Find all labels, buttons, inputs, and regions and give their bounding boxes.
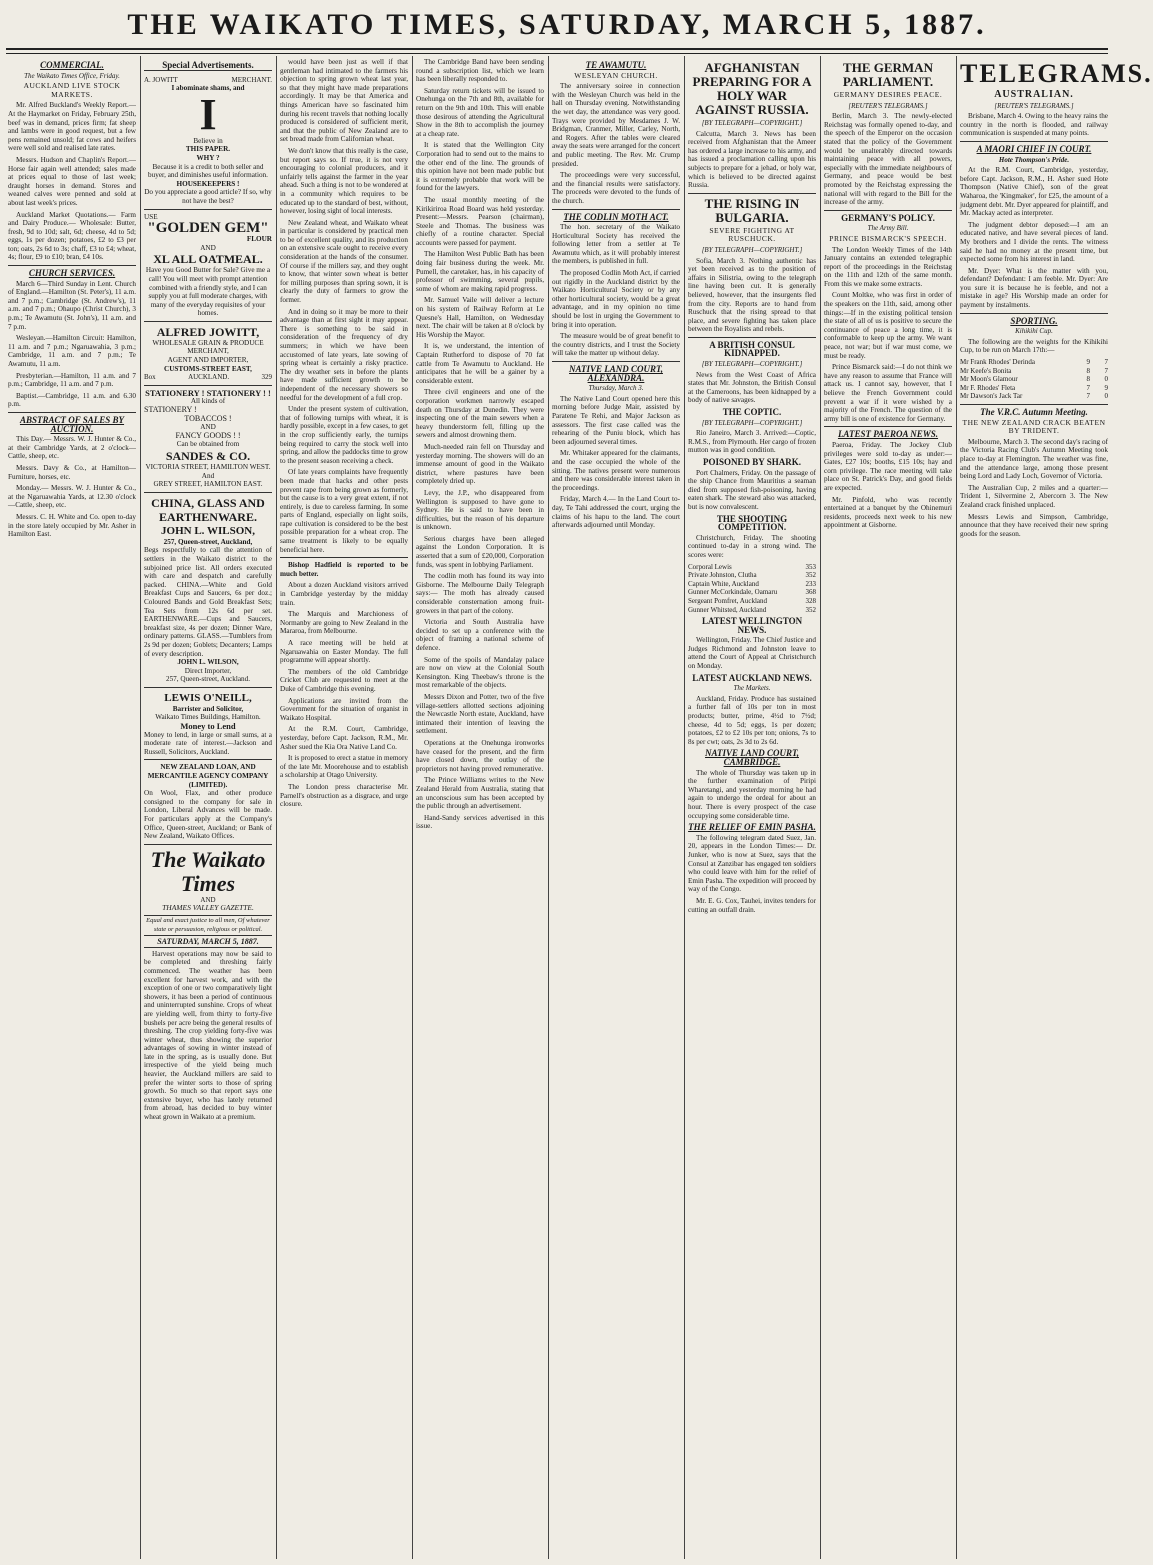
article-paragraph: The proposed Codlin Moth Act, if carried out rigidly in the Auckland district by the Waikato Horticultural Society or by any other horticultural society, would be a great advantage, and in my opinion no time should be lost in urging the Government to bring it into operation. — [552, 269, 680, 329]
article-paragraph: Berlin, March 3. The newly-elected Reichstag was formally opened to-day, and the speech of the Emperor on the occasion stated that the policy of the Government would be unalterably directed towards maintaining peace with all powers, especially with the immediate neighbours of Germany, and peace would be best promoted by the Reichstag expressing the national will with regard to the Bill for the increase of the army. — [824, 112, 952, 207]
ad-big-letter: I — [199, 89, 217, 139]
commercial-dateline: The Waikato Times Office, Friday. — [24, 71, 120, 80]
article-paragraph: The Australian Cup, 2 miles and a quarter:—Trident 1, Silvermine 2, Abercorn 3. The New Zealand crack finished unplaced. — [960, 483, 1108, 509]
horse-name: Mr Frank Rhodes' Derinda — [960, 358, 1035, 367]
ad-box: Box — [144, 373, 156, 382]
ad-line: Direct Importer, — [184, 666, 232, 675]
ad-body: Because it is a credit to both seller and buyer, and diminishes useful information. — [148, 162, 268, 180]
news-item: It is stated that the Wellington City Corporation had to send out to the mains to the other end of the line. The grounds of this opinion have not been made public but it is extremely probable that work will be found for the lawyers. — [416, 141, 544, 193]
news-item: The Hamilton West Public Bath has been doing fair business during the week. Mr. Pumell, the caretaker, has, in his capacity of professor of swimming, several pupils, some of whom are making rapid progress. — [416, 250, 544, 293]
ad-firm: SANDES & CO. — [165, 449, 251, 463]
news-item: It is proposed to erect a statue in memory of the late Mr. Moorehouse and to establish a scholarship at Otago University. — [280, 754, 408, 780]
section-rule — [280, 557, 408, 558]
article-paragraph: Presbyterian.—Hamilton, 11 a.m. and 7 p.m.; Cambridge, 11 a.m. and 7 p.m. — [8, 371, 136, 389]
news-item: Hand-Sandy services advertised in this issue. — [416, 813, 544, 831]
byline: [BY TELEGRAPH—COPYRIGHT.] — [701, 418, 803, 427]
article-paragraph: Sofia, March 3. Nothing authentic has yet been received as to the position of affairs in Silistria, owing to the telegraph line having been cut. It is generally believed, however, that the insurgents fled from the city. Reports are to hand from Ruschuck that the rising spread to that place, and severe fighting has taken place between the Royalists and rebels. — [688, 256, 816, 334]
section-rule — [552, 209, 680, 210]
australian-subheading: AUSTRALIAN. — [994, 89, 1074, 100]
bismarck-subheading: PRINCE BISMARCK'S SPEECH. — [829, 233, 947, 243]
bulgaria-heading: THE RISING IN BULGARIA. — [704, 195, 800, 225]
weight-st: 8 — [1086, 366, 1090, 375]
ad-brand: "GOLDEN GEM" — [147, 220, 269, 237]
germany-policy-heading: GERMANY'S POLICY. — [841, 212, 935, 223]
leader-paragraph: Harvest operations may now be said to be completed and threshing fairly commenced. The weather has been excellent for harvest work, and with the exception of one or two comparatively light showers, it has been a period of continuous and uninterrupted sunshine. Crops of wheat are yielding well, from thirty to forty-five bushels per acre being the general results of threshing. The crop yielding forty-five was winter wheat, thus showing the superior advantages of sowing in winter instead of late in the spring, as is usually done. But irrespective of the yield being much heavier, the Auckland millers are said to prefer the winter sorts to those of spring growth. So much so that report says one extensive buyer, who has lately returned from abroad, has decided to buy winter wheat grown in Waikato at a premium. — [144, 949, 272, 1122]
church-services-heading: CHURCH SERVICES. — [28, 268, 116, 279]
news-item: The Cambridge Band have been sending round a subscription list, which we learn has been liberally responded to. — [416, 58, 544, 84]
ad-line: JOHN L. WILSON, — [177, 658, 239, 667]
article-paragraph: New Zealand wheat, and Waikato wheat in particular is considered by practical men to be of excellent quality, and its production on an extensive scale ought to receive every consideration at the hands of the consumer. Of course if the millers say, and they ought to know, that winter sown wheat is better for milling purposes than spring sown, it is clearly the duty of farmers to grow the former. — [280, 218, 408, 305]
army-bill-subheading: The Army Bill. — [867, 224, 909, 233]
table-row — [688, 597, 816, 606]
news-item: About a dozen Auckland visitors arrived in Cambridge yesterday by the midday train. — [280, 581, 408, 607]
ad-line: HOUSEKEEPERS ! — [176, 179, 240, 188]
weight-st: 9 — [1086, 358, 1090, 367]
news-item: The Prince Williams writes to the New Zealand Herald from Australia, stating that an unconscious sum has been accepted by the public through an advertisement. — [416, 776, 544, 811]
ad-line: AND — [200, 423, 216, 432]
column-divider — [140, 56, 141, 1559]
shooter-name: Corporal Lewis — [688, 562, 732, 571]
column-telegrams — [960, 58, 1153, 1558]
article-paragraph: Mr. Alfred Buckland's Weekly Report.— At the Haymarket on Friday, February 25th, beef was in demand, prices firm; fat sheep and lambs were in good request, but a few pens remained unsold; fat cows and heifers were well sold and realised late rates. — [8, 101, 136, 153]
special-ads-heading: Special Advertisements. — [144, 61, 272, 71]
news-item: The usual monthly meeting of the Kirikiriroa Road Board was held yesterday. Present:—Messrs. Pearson (chairman), Steele and Thomas. The business was chiefly of a routine character. Special accounts were passed for payment. — [416, 195, 544, 247]
byline: [BY TELEGRAPH—COPYRIGHT.] — [701, 119, 803, 127]
ad-line: GREY STREET, HAMILTON EAST. — [153, 480, 263, 489]
article-paragraph: Messrs. C. H. White and Co. open to-day in the store lately occupied by Mr. Asher in Hamilton East. — [8, 512, 136, 539]
news-item: It is, we understand, the intention of Captain Rutherford to dispose of 70 fat cattle from Te Awamutu to Auckland. He anticipates that he will be a gainer by a considerable extent. — [416, 342, 544, 385]
news-item: Mr. Samuel Vaile will deliver a lecture on his system of Railway Reform at Le Quesne's Hall, Hamilton, on Wednesday next. The chair will be taken at 8 o'clock by His Worship the Mayor. — [416, 296, 544, 339]
golden-gem-advert — [144, 210, 272, 322]
ad-line: Waikato Times Buildings, Hamilton. — [155, 713, 261, 722]
section-rule — [8, 412, 136, 413]
shooter-name: Gunner McCorkindale, Oamaru — [688, 588, 778, 597]
ad-heading: EARTHENWARE. — [159, 509, 257, 524]
news-item: Levy, the J.P., who disappeared from Wellington is supposed to have gone to Sydney. He is said to have been in difficulties, but the reason of his departure is unknown. — [416, 488, 544, 532]
ad-line: STATIONERY ! STATIONERY ! ! — [145, 387, 271, 398]
shooter-name: Gunner Whitsted, Auckland — [688, 605, 767, 614]
article-paragraph: The following telegram dated Suez, Jan. 20, appears in the London Times:— Dr. Junker, who is now at Suez, says that the Consul at Zanzibar has engaged ten soldiers who could leave with him for the relief of Emin Pasha. The expedition will proceed by way of the Congo. — [688, 833, 816, 894]
column-local-news — [416, 58, 544, 1558]
ad-line: AND — [200, 243, 216, 252]
ad-body: Money to lend, in large or small sums, at a moderate rate of interest.—Jackson and Russell, Solicitors, Auckland. — [144, 730, 272, 756]
shooter-name: Sergeant Pomfret, Auckland — [688, 596, 767, 605]
news-item: Three civil engineers and one of the corporation workmen narrowly escaped death on Thursday at Dunedin. They were inspecting one of the main sewers when a heavy thunderstorm fell, filling up the sewers and almost drowning them. — [416, 388, 544, 440]
paeroa-heading: LATEST PAEROA NEWS. — [837, 429, 939, 440]
article-paragraph: Mr. Whitaker appeared for the claimants, and the case occupied the whole of the sitting. The natives present were numerous and there was considerable interest taken in the proceedings. — [552, 449, 680, 492]
ad-line: Can be obtained from — [176, 440, 240, 449]
sandes-advert — [144, 386, 272, 493]
ad-name: ALFRED JOWITT, — [156, 324, 260, 339]
ad-body: Have you Good Butter for Sale? Give me a call! You will meet with prompt attention combined with a friendly style, and I can supply you at full moderate charges, with many of the everyday requisites of your homes. — [145, 266, 271, 318]
table-row — [688, 580, 816, 589]
column-divider — [956, 56, 957, 1559]
column-divider — [276, 56, 277, 1559]
article-paragraph: Wellington, Friday. The Chief Justice and Judges Richmond and Johnston leave to attend the Court of Appeal at Christchurch on Monday. — [688, 636, 816, 671]
article-paragraph: Auckland Market Quotations.— Farm and Dairy Produce.— Wholesale: Butter, fresh, 9d to 10d; salt, 6d; cheese, 4d to 5d; eggs, 1s per dozen; potatoes, £2 to £3 per ton; oats, 2s 6d to 3s; chaff, £3 to £4; wheat, 4s; flour, £9 to £10; bran, £4 10s. — [8, 210, 136, 262]
kihikihi-subheading: Kihikihi Cup. — [1015, 327, 1053, 336]
article-paragraph: At the R.M. Court, Cambridge, yesterday, before Capt. Jackson, R.M., H. Asher sued Hote Thompson (Native Chief), son of the great Waharoa, the 'Kingmaker', for £25, the amount of a judgment debt. Mr. Dyer appeared for plaintiff, and Mr. Mackay acted as interpreter. — [960, 166, 1108, 218]
column-divider — [684, 56, 685, 1559]
article-paragraph: Messrs Lewis and Simpson, Cambridge, announce that they have received their new spring goods for the season. — [960, 512, 1108, 538]
section-rule — [960, 313, 1108, 314]
maori-chief-heading: A MAORI CHIEF IN COURT. — [976, 143, 1092, 154]
news-item: Much-needed rain fell on Thursday and yesterday morning. The showers will do an immense amount of good in the Waikato district, where pastures have been completely dried up. — [416, 442, 544, 486]
native-court-heading: NATIVE LAND COURT, ALEXANDRA. — [569, 364, 663, 383]
shooter-score: 353 — [805, 562, 816, 571]
ad-line: I abominate shams, and — [171, 84, 245, 93]
alfred-jowitt-advert — [144, 322, 272, 386]
shooter-score: 352 — [805, 605, 816, 614]
article-paragraph: Of late years complaints have frequently been made that hacks and other pests prevent rape from being grown as formerly, but the cause is to a very great extent, if not entirely, is due to careless farming. In some parts of England, especially on light soils, rape cultivation is considered to be the best possible preparation for a wheat crop. The same treatment is likely to be equally beneficial here. — [280, 468, 408, 554]
nameplate-and: AND — [200, 895, 216, 904]
article-paragraph: Messrs. Hudson and Chaplin's Report.— Horse fair again well attended; sales made at prices equal to those of last week; draught horses in demand. Stores and weaned calves were penned and sold at about last week's prices. — [8, 155, 136, 207]
article-paragraph: Wesleyan.—Hamilton Circuit: Hamilton, 11 a.m. and 7 p.m.; Ngaruawahia, 3 p.m.; Cambridge, 11 a.m. and 7 p.m.; Te Awamutu, 11 a.m. — [8, 334, 136, 368]
news-item: A race meeting will be held at Ngaruawahia on Easter Monday. The full programme will appear shortly. — [280, 639, 408, 665]
shooter-score: 328 — [805, 596, 816, 605]
ad-firm: A. JOWITT — [144, 75, 178, 84]
sales-heading: ABSTRACT OF SALES BY AUCTION. — [19, 414, 125, 434]
german-parliament-heading: THE GERMAN PARLIAMENT. — [842, 60, 934, 89]
article-paragraph: The measure would be of great benefit to the country districts, and I trust the Society will take the matter up without delay. — [552, 332, 680, 358]
maori-chief-subheading: Hote Thompson's Pride. — [998, 155, 1070, 164]
court-date: Thursday, March 3. — [588, 384, 644, 393]
column-divider — [548, 56, 549, 1559]
consul-heading: A BRITISH CONSUL KIDNAPPED. — [709, 339, 795, 359]
news-item: Victoria and South Australia have decided to set up a conference with the object of framing a national scheme of defence. — [416, 618, 544, 652]
ad-line: WHOLESALE GRAIN & PRODUCE MERCHANT, — [152, 338, 264, 356]
table-row — [960, 367, 1108, 376]
article-paragraph: Friday, March 4.— In the Land Court to-day, Te Tahi addressed the court, urging the claims of his hapu to the land. The court afterwards adjourned until Monday. — [552, 495, 680, 530]
column-te-awamutu — [552, 58, 680, 1558]
news-item: The members of the old Cambridge Cricket Club are requested to meet at the Duke of Cambridge this evening. — [280, 667, 408, 693]
article-paragraph: Melbourne, March 3. The second day's racing of the Victoria Racing Club's Autumn Meeting took place to-day at Flemington. The weather was fine, and the attendance large, among those present being Lord and Lady Loch, Governor of Victoria. — [960, 437, 1108, 481]
ad-line: 257, Queen-street, Auckland, — [163, 537, 253, 546]
article-paragraph: The judgment debtor deposed:—I am an educated native, and have several pieces of land. My brothers and I divide the rents. The witness said he had no money at the present time, but expected some from his interest in land. — [960, 220, 1108, 264]
ad-use: USE — [144, 212, 158, 221]
horse-name: Mr F. Rhodes' Fleta — [960, 383, 1016, 392]
table-row — [688, 563, 816, 572]
masthead: THE WAIKATO TIMES, SATURDAY, MARCH 5, 1887. — [127, 8, 987, 41]
article-paragraph: Count Moltke, who was first in order of the speakers on the 11th, said, among other things:—If in the existing political tension the state of all of us is positive to secure the continuance of peace a long time, it is conformable to keep up the army. We want peace, not war; but if war must come, we must be ready. — [824, 291, 952, 360]
column-commercial — [8, 58, 136, 1558]
ad-city: AUCKLAND. — [188, 373, 230, 382]
news-item: Operations at the Onehunga ironworks have ceased for the present, and the firm have closed down, the outlay of the proprietors not having proved remunerative. — [416, 738, 544, 773]
news-item: Applications are invited from the Government for the situation of organist in Waikato Hospital. — [280, 696, 408, 722]
masthead-rule-thin — [6, 53, 1108, 54]
weight-st: 8 — [1086, 375, 1090, 384]
table-row — [960, 392, 1108, 401]
article-paragraph: Brisbane, March 4. Owing to the heavy rains the country in the north is flooded, and railway communication is suspended at many points. — [960, 112, 1108, 138]
ad-number: 329 — [261, 373, 272, 382]
ad-line: Barrister and Solicitor, — [172, 704, 244, 713]
article-paragraph: Mr. E. G. Cox, Tauhei, invites tenders for cutting an outfall drain. — [688, 896, 816, 914]
table-row — [960, 384, 1108, 393]
ad-line: FANCY GOODS ! ! — [175, 430, 241, 440]
motto: Equal and exact justice to all men, Of whatever state or persuasion, religious or political. — [144, 915, 272, 936]
news-item: The Marquis and Marchioness of Normanby are going to New Zealand in the Mararoa, from Melbourne. — [280, 610, 408, 636]
section-rule — [824, 210, 952, 211]
section-rule — [8, 265, 136, 266]
weight-st: 7 — [1086, 392, 1090, 401]
weights-table — [960, 358, 1108, 401]
nameplate: The Waikato Times — [150, 846, 266, 896]
ad-line: All kinds of — [190, 397, 226, 406]
bulgaria-subheading: SEVERE FIGHTING AT RUSCHUCK. — [709, 225, 795, 244]
article-paragraph: Christchurch, Friday. The shooting continued to-day in a strong wind. The scores were: — [688, 533, 816, 559]
ad-body: On Wool, Flax, and other produce consigned to the company for sale in London, Liberal Advances will be made. For particulars apply at the Company's Office, Queen-street, Auckland; or Bank of New Zealand, Waikato Offices. — [144, 789, 272, 841]
column-advertisements — [144, 58, 272, 1558]
byline: [BY TELEGRAPH—COPYRIGHT.] — [701, 245, 803, 254]
column-divider — [412, 56, 413, 1559]
codlin-act-heading: THE CODLIN MOTH ACT. — [563, 211, 669, 222]
place-heading: TE AWAMUTU. — [585, 60, 647, 70]
vrc-subheading: THE NEW ZEALAND CRACK BEATEN BY TRIDENT. — [962, 417, 1106, 436]
afghanistan-heading: AFGHANISTAN PREPARING FOR A HOLY WAR AGAINST RUSSIA. — [692, 60, 812, 117]
article-paragraph: Auckland, Friday. Produce has sustained a further fall of 10s per ton in most products; butter, prime, 4½d to 7½d; cheese, 4d to 5d; eggs, 1s per dozen; potatoes, £2 to £2 10s per ton; onions, 7s to 8s per cwt; oats, 2s 3d to 2s 6d. — [688, 694, 816, 746]
article-paragraph: The Native Land Court opened here this morning before Judge Mair, assisted by Paratene Te Rehi, and Major Jackson as assessors. The first case called was the rehearing of the Puniu block, which has been adjourned several times. — [552, 394, 680, 446]
ad-line: WHY ? — [196, 153, 220, 162]
ad-line: VICTORIA STREET, HAMILTON WEST. — [145, 463, 271, 471]
jowitt-advert — [144, 73, 272, 210]
oneill-advert — [144, 688, 272, 761]
byline: [REUTER'S TELEGRAMS.] — [994, 101, 1074, 110]
article-paragraph: The following are the weights for the Kihikihi Cup, to be run on March 17th:— — [960, 337, 1108, 355]
column-divider — [820, 56, 821, 1559]
ad-heading: Money to Lend — [180, 721, 236, 732]
article-paragraph: Paeroa, Friday. The Jockey Club privileges were sold to-day as under:—Gates, £27 10s; booths, £15 10s; hay and corn privilege. The race meeting will take place on St. Patrick's Day, and good fields are expected. — [824, 440, 952, 492]
article-paragraph: Mr. Pinfold, who was recently entertained at a banquet by the Ohinemuri residents, proceeds next week to his new appointment at Gisborne. — [824, 495, 952, 530]
news-item: Messrs Dixon and Potter, two of the five village-settlers allotted sections adjoining the Newcastle North estate, Auckland, have intimated their intention of leaving the settlement. — [416, 692, 544, 736]
ad-line: AGENT AND IMPORTER, — [167, 356, 249, 365]
news-item: Bishop Hadfield is reported to be much better. — [280, 561, 408, 578]
section-rule — [552, 361, 680, 362]
article-paragraph: Rio Janeiro, March 3. Arrived:—Coptic, R.M.S., from Plymouth. Her cargo of frozen mutton was in good condition. — [688, 429, 816, 455]
table-row — [960, 358, 1108, 367]
article-paragraph: The anniversary soiree in connection with the Wesleyan Church was held in the hall on Thursday evening. Notwithstanding the wet day, the attendance was very good. Trays were provided by Mesdames J. W. Bridgman, Cranmer, Miller, Carley, North, and Rogers. After the tables were cleared away the seats were arranged for the concert and public meeting. The Rev. Mr. Crump presided. — [552, 82, 680, 168]
article-paragraph: would have been just as well if that gentleman had intimated to the farmers his objection to spring grown wheat last year, so that they might have made preparations accordingly. It may be that America and things American have so fascinated him during his recent travels that nothing locally produced is considered of sufficient merit, and that the public of New Zealand are to set bread made from Californian wheat. — [280, 58, 408, 144]
article-paragraph: And in doing so it may be more to their advantage than at first sight it may appear. There is something to be said in consideration of the frequency of dry summers; in which we have been accustomed of late years, late sowing of spring wheat is certainly a risky practice. The dry weather sets in before the plants have made sufficient growth to be independent of the necessary showers so needful for the development of a full crop. — [280, 307, 408, 402]
ad-brand: XL ALL OATMEAL. — [153, 252, 263, 267]
article-paragraph: Messrs. Davy & Co., at Hamilton—Furniture, horses, etc. — [8, 463, 136, 481]
ad-line: Believe in — [193, 136, 223, 145]
shooting-heading: THE SHOOTING COMPETITION. — [716, 513, 788, 533]
weight-st: 7 — [1086, 383, 1090, 392]
ad-firm-title: MERCHANT. — [231, 75, 272, 84]
table-row — [688, 571, 816, 580]
article-paragraph: Port Chalmers, Friday. On the passage of the ship Chance from Mauritius a seaman died from supposed fish-poisoning, having eaten shark. The steward also was attacked, but is now convalescent. — [688, 468, 816, 511]
article-paragraph: The hon. secretary of the Waikato Horticultural Society has received the following letter from a settler at Te Awamutu which, as it will probably interest the members, is published in full. — [552, 223, 680, 266]
section-rule — [688, 193, 816, 194]
news-item: Serious charges have been alleged against the London Corporation. It is asserted that a sum of £20,000, Corporation funds, was spent in lobbying Parliament. — [416, 534, 544, 569]
shooting-scores-table — [688, 563, 816, 615]
nz-loan-advert — [144, 760, 272, 844]
section-rule — [688, 337, 816, 338]
news-item: The London press characterise Mr. Parnell's obstruction as a disgrace, and urge closure. — [280, 782, 408, 809]
ad-name: LEWIS O'NEILL, — [164, 691, 252, 704]
shooter-name: Private Johnston, Clutha — [688, 571, 757, 580]
article-paragraph: The whole of Thursday was taken up in the further examination of Piripi Wharetangi, and yesterday morning he had again to undergo the ordeal for about an hour. There is every prospect of the case occupying some considerable time. — [688, 768, 816, 820]
ad-line: 257, Queen-street, Auckland. — [165, 675, 251, 684]
ad-line: And — [201, 471, 215, 480]
article-paragraph: The London Weekly Times of the 14th January contains an extended telegraphic report of the proceedings in the Reichstag on the 11th and 12th of the same month. From this we make some extracts. — [824, 245, 952, 288]
wellington-heading: LATEST WELLINGTON NEWS. — [701, 616, 803, 635]
nameplate-block — [144, 845, 272, 948]
weight-lb: 9 — [1104, 383, 1108, 392]
shooter-score: 352 — [805, 571, 816, 580]
weight-lb: 0 — [1104, 375, 1108, 384]
commercial-heading: COMMERCIAL. — [40, 60, 104, 70]
horse-name: Mr Dawson's Jack Tar — [960, 392, 1023, 401]
weight-lb: 0 — [1104, 392, 1108, 401]
ad-body: Begs respectfully to call the attention of settlers in the Waikato district to the subjoined price list. All orders executed with care and despatch and carefully packed. CHINA.—White and Gold Breakfast Cups and Saucers, 6s per doz.; Coloured Bands and Gold Breakfast Sets; Tea Sets from 12s 6d per set. EARTHENWARE.—Cups and Saucers, breakfast size, 4s per dozen; Dinner Ware, ordinary patterns. GLASS.—Tumblers from 2s 9d per dozen; Goblets; Decanters; Lamps of every description. — [144, 546, 272, 658]
ad-name: JOHN L. WILSON, — [161, 524, 255, 537]
column-german-parliament — [824, 58, 952, 1558]
coptic-heading: THE COPTIC. — [722, 407, 782, 418]
ad-line: TOBACCOS ! — [184, 413, 232, 423]
sporting-heading: SPORTING. — [1010, 315, 1058, 326]
horse-name: Mr Keefe's Bonita — [960, 366, 1012, 375]
nameplate-subtitle: THAMES VALLEY GAZETTE. — [162, 903, 254, 913]
byline: [BY TELEGRAPH—COPYRIGHT.] — [701, 360, 803, 369]
shark-heading: POISONED BY SHARK. — [703, 457, 801, 467]
german-subheading: GERMANY DESIRES PEACE. — [833, 90, 943, 99]
column-leader-continued — [280, 58, 408, 1558]
byline: [REUTER'S TELEGRAMS.] — [848, 101, 928, 110]
issue-date: SATURDAY, MARCH 5, 1887. — [144, 938, 272, 948]
weight-lb: 7 — [1104, 358, 1108, 367]
table-row — [960, 375, 1108, 384]
horse-name: Mr Moon's Glamour — [960, 375, 1018, 384]
article-paragraph: Mr. Dyer: What is the matter with you, defendant? Defendant: I am feeble. Mr. Dyer: Are you sure it is because he is feeble, and not a mistake in age? His Worship made an order for payment by instalments. — [960, 266, 1108, 310]
article-paragraph: Monday.— Messrs. W. J. Hunter & Co., at the Ngaruawahia Yards, at 12.30 o'clock—Cattle, sheep, etc. — [8, 484, 136, 510]
masthead-rule — [6, 48, 1108, 50]
ad-line: STATIONERY ! — [144, 405, 197, 415]
article-paragraph: March 6—Third Sunday in Lent. Church of England.—Hamilton (St. Peter's), 11 a.m. and 7 p.m.; Cambridge (St. Andrew's), 11 a.m. and 7 p.m.; Ohaupo (Christ Church), 3 p.m.; Te Awamutu (St. John's), 11 a.m. and 7 p.m. — [8, 279, 136, 331]
commercial-subheading: AUCKLAND LIVE STOCK MARKETS. — [23, 81, 121, 99]
article-paragraph: This Day.— Messrs. W. J. Hunter & Co., at their Cambridge Yards, at 2 o'clock—Cattle, sheep, etc. — [8, 435, 136, 461]
news-item: Some of the spoils of Mandalay palace are now on view at the Colonial South Kensington. King Theebaw's throne is the most remarkable of the objects. — [416, 655, 544, 690]
article-paragraph: Baptist.—Cambridge, 11 a.m. and 6.30 p.m. — [8, 391, 136, 409]
news-item: At the R.M. Court, Cambridge, yesterday, before Capt. Jackson, R.M., Mr. Asher sued the Kia Ora Native Land Co. — [280, 725, 408, 751]
ad-line: THIS PAPER. — [185, 145, 231, 154]
ad-heading: CHINA, GLASS AND — [151, 495, 265, 510]
telegrams-heading: TELEGRAMS. — [960, 59, 1153, 88]
news-item: Saturday return tickets will be issued to Onehunga on the 7th and 8th, available for return on the 9th and 10th. This will enable those desirous of attending the Agricultural Show in the 8th to accomplish the journey at a cheap rate. — [416, 86, 544, 138]
markets-subheading: The Markets. — [733, 684, 771, 693]
table-row — [688, 606, 816, 615]
notice-heading: WESLEYAN CHURCH. — [574, 70, 658, 80]
shooter-score: 368 — [805, 588, 816, 597]
article-paragraph: We don't know that this really is the case, but report says so. If true, it is not very encouraging to colonial producers, and it unfairly tells against the farmer in the year ahead. Such a thing is not to be wondered at in a community which requires to be educated up to the standard of best, without, however, losing sight of local interests. — [280, 146, 408, 216]
ad-line: CUSTOMS-STREET EAST, — [164, 364, 252, 373]
shooter-score: 233 — [805, 579, 816, 588]
table-row — [688, 588, 816, 597]
news-item: The codlin moth has found its way into Gisborne. The Melbourne Daily Telegraph says:— The moth has already caused considerable consternation among fruit-growers in that part of the colony. — [416, 572, 544, 615]
section-rule — [824, 426, 952, 427]
shooter-name: Captain White, Auckland — [688, 579, 759, 588]
article-paragraph: Prince Bismarck said:—I do not think we have any reason to assume that France will attack us. I cannot say, however, that I believe the French Government could prevent a war if it were wished by a majority of the French. The question of the army bill is one of existence for Germany. — [824, 363, 952, 423]
column-telegrams-foreign — [688, 58, 816, 1558]
article-paragraph: Calcutta, March 3. News has been received from Afghanistan that the Ameer has ordered a large increase to his army, and has issued a proclamation calling upon his subjects to prepare for a jehad, or holy war, which is believed to be directed against Russia. — [688, 129, 816, 190]
article-paragraph: The proceedings were very successful, and the financial results were satisfactory. The proceeds were devoted to the funds of the church. — [552, 171, 680, 205]
ad-name: NEW ZEALAND LOAN, AND MERCANTILE AGENCY COMPANY (LIMITED). — [147, 763, 269, 789]
weight-lb: 7 — [1104, 366, 1108, 375]
cambridge-court-heading: NATIVE LAND COURT, CAMBRIDGE. — [705, 748, 799, 767]
section-rule — [960, 141, 1108, 142]
ad-line: FLOUR — [246, 235, 272, 244]
wilson-advert — [144, 493, 272, 688]
section-rule — [960, 404, 1108, 405]
article-paragraph: News from the West Coast of Africa states that Mr. Johnston, the British Consul at the Cameroons, has been kidnapped by a body of native savages. — [688, 370, 816, 405]
emin-pasha-heading: THE RELIEF OF EMIN PASHA. — [688, 822, 816, 833]
ad-body: Do you appreciate a good article? If so, why not have the best? — [144, 188, 272, 205]
auckland-heading: LATEST AUCKLAND NEWS. — [692, 672, 812, 683]
vrc-heading: The V.R.C. Autumn Meeting. — [980, 407, 1088, 417]
article-paragraph: Under the present system of cultivation, that of following turnips with wheat, it is hardly possible, except in a few cases, to get in the crop sufficiently early, the turnips being required to carry the stock well into spring, and allow the paddocks time to grow to the present season receiving a check. — [280, 405, 408, 465]
